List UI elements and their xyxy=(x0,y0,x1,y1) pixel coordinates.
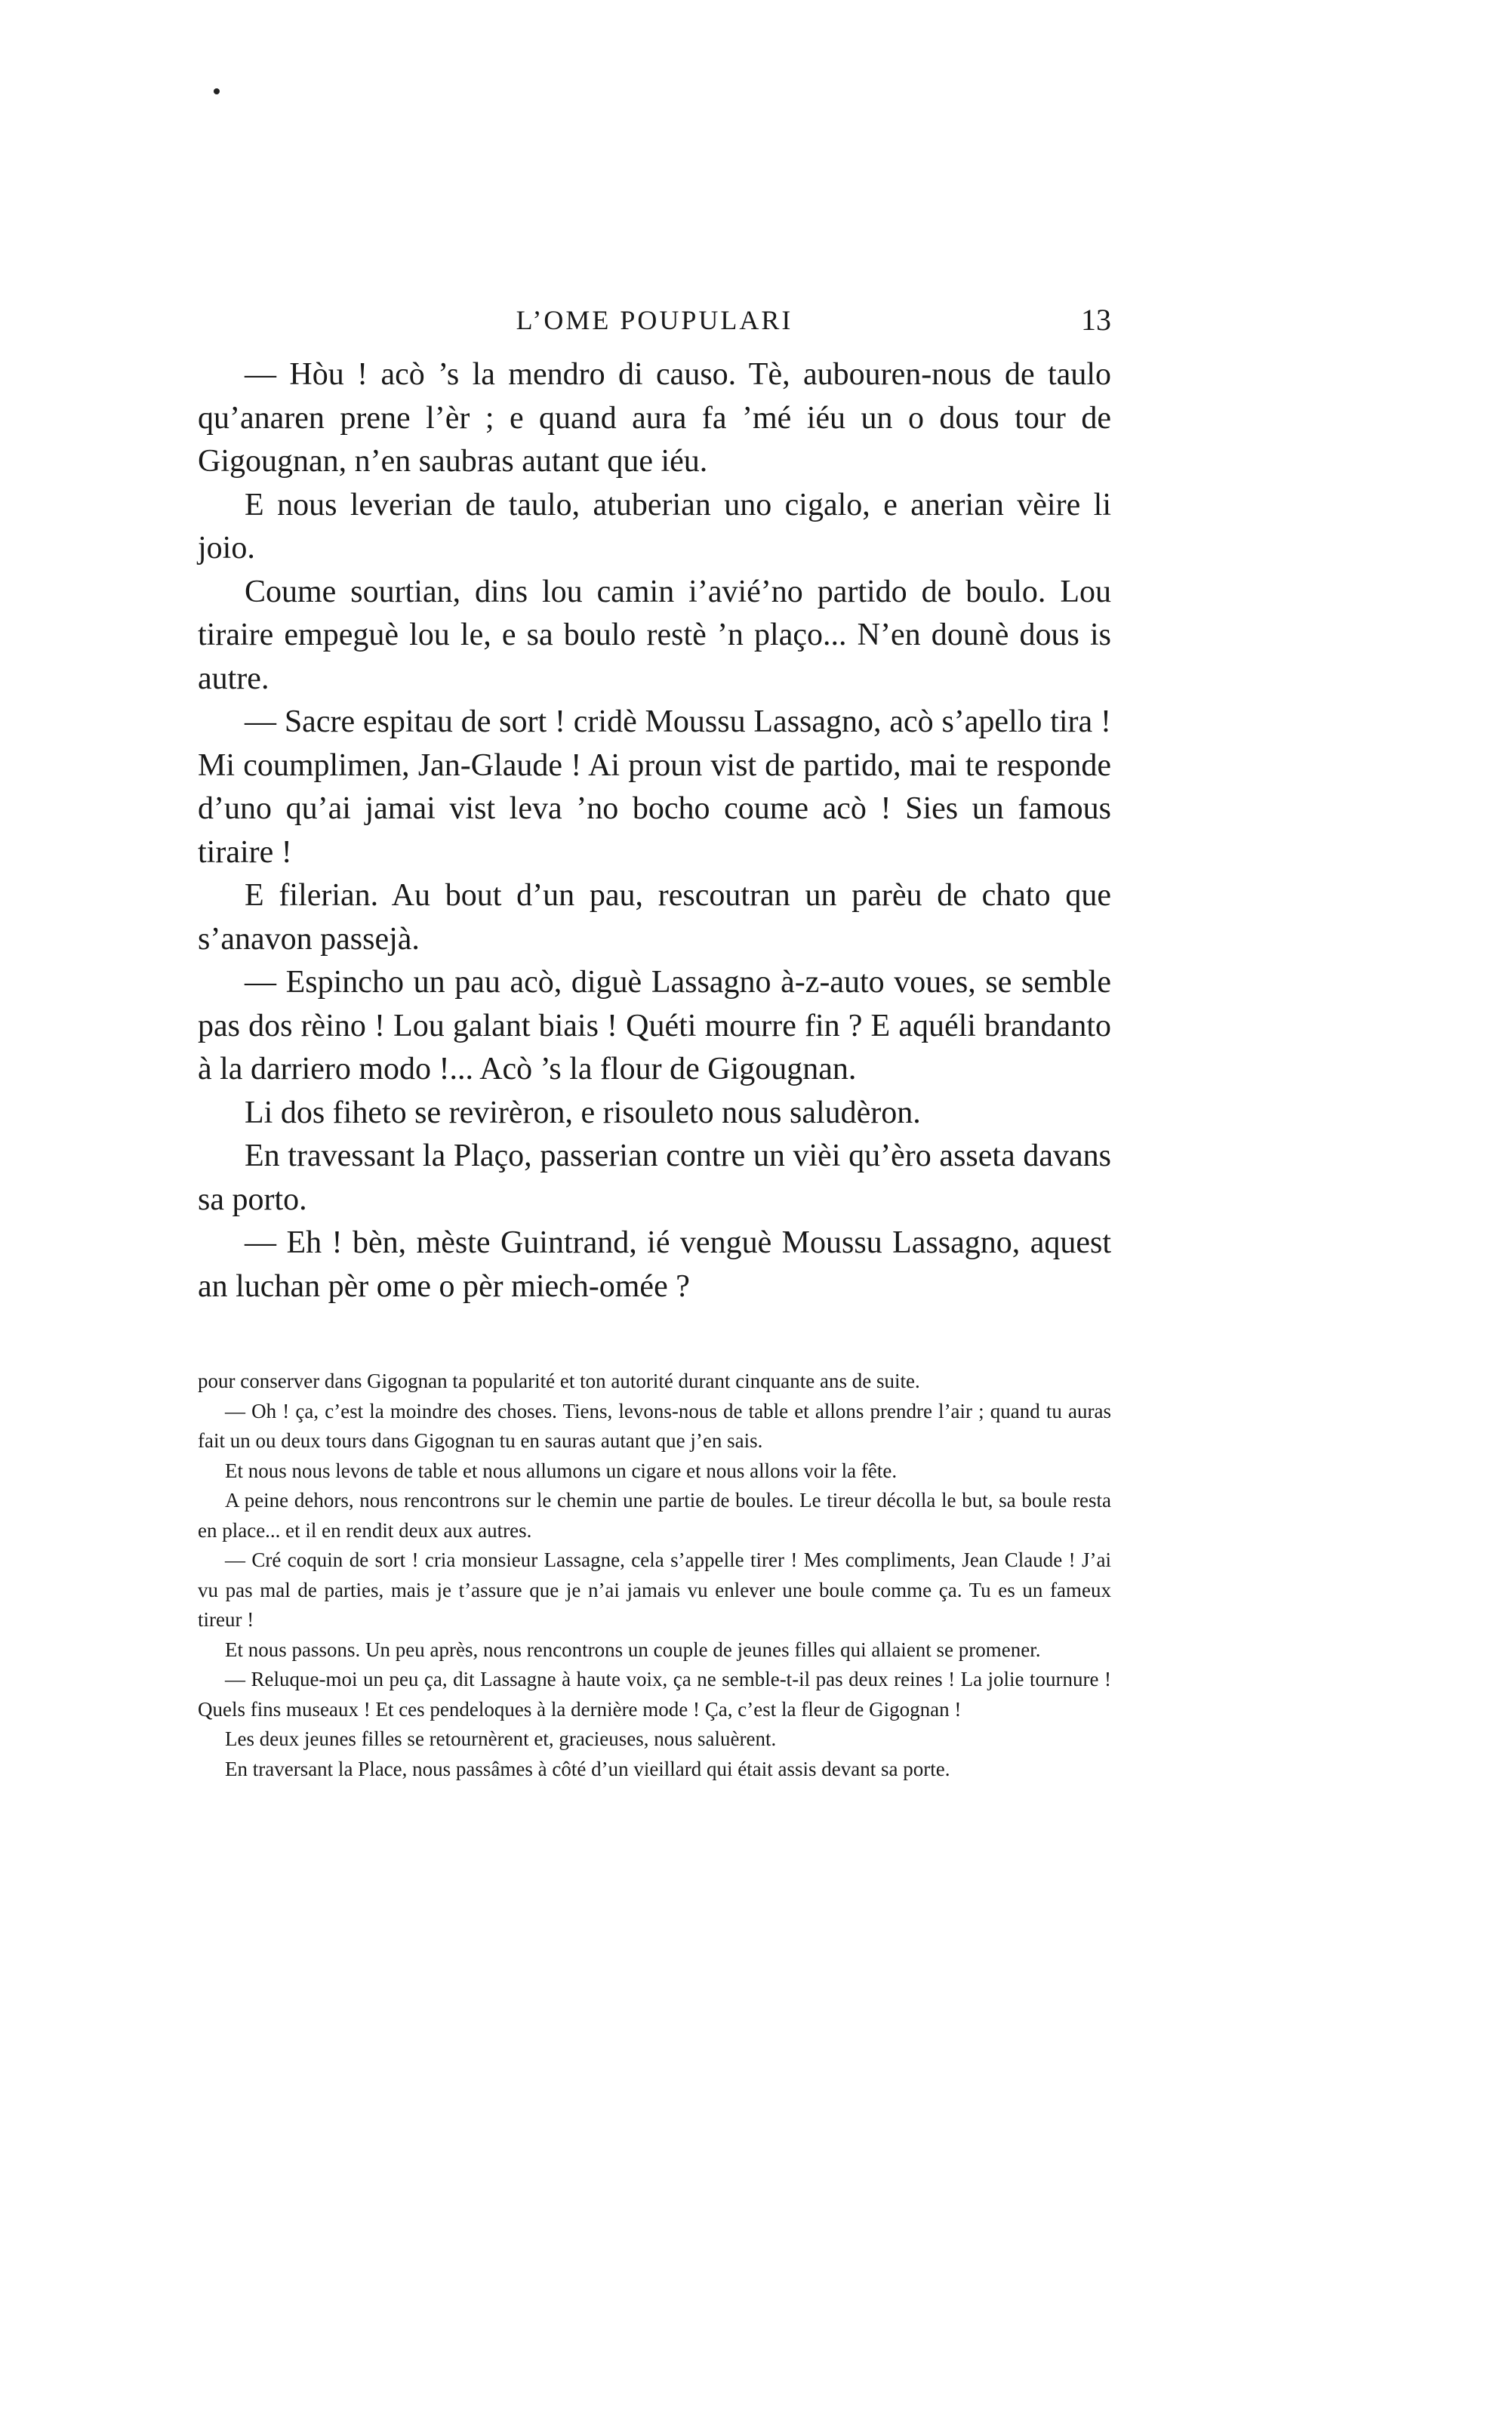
page-number: 13 xyxy=(1081,303,1111,337)
main-paragraph: Coume sourtian, dins lou camin i’avié’no partido de boulo. Lou tiraire empeguè lou le, e sa boulo restè ’n plaço... N’en dounè dous is autre. xyxy=(198,574,1111,696)
note-paragraph: Et nous passons. Un peu après, nous rencontrons un couple de jeunes filles qui allaient se promener. xyxy=(225,1638,1041,1661)
main-paragraph: Li dos fiheto se revirèron, e risouleto nous saludèron. xyxy=(245,1095,921,1130)
note-paragraph: — Oh ! ça, c’est la moindre des choses. Tiens, levons-nous de table et allons prendre l’air ; quand tu auras fait un ou deux tours dans Gigognan tu en sauras autant que j’en sais. xyxy=(198,1399,1111,1452)
note-paragraph: Les deux jeunes filles se retournèrent et, gracieuses, nous saluèrent. xyxy=(225,1727,777,1750)
main-paragraph: — Espincho un pau acò, diguè Lassagno à-z-auto voues, se semble pas dos rèino ! Lou galant biais ! Quéti mourre fin ? E aquéli brandanto à la darriero modo !... Acò ’s la flour de Gigougnan. xyxy=(198,965,1111,1086)
translation-notes xyxy=(198,1367,1111,1784)
note-continuation: pour conserver dans Gigognan ta popularité et ton autorité durant cinquante ans de suite. xyxy=(198,1370,920,1392)
main-paragraph: En travessant la Plaço, passerian contre un vièi qu’èro asseta davans sa porto. xyxy=(198,1139,1111,1217)
note-paragraph: — Cré coquin de sort ! cria monsieur Lassagne, cela s’appelle tirer ! Mes compliments, Jean Claude ! J’ai vu pas mal de parties, mais je t’assure que je n’ai jamais vu enlever une boule comme ça. Tu es un fameux tireur ! xyxy=(198,1549,1111,1631)
note-paragraph: A peine dehors, nous rencontrons sur le chemin une partie de boules. Le tireur décolla le but, sa boule resta en place... et il en rendit deux aux autres. xyxy=(198,1489,1111,1542)
note-paragraph: — Reluque-moi un peu ça, dit Lassagne à haute voix, ça ne semble-t-il pas deux reines ! La jolie tournure ! Quels fins museaux ! Et ces pendeloques à la dernière mode ! Ça, c’est la fleur de Gigognan ! xyxy=(198,1668,1111,1721)
main-paragraph: E nous leverian de taulo, atuberian uno cigalo, e anerian vèire li joio. xyxy=(198,487,1111,565)
running-head: L’OME POUPULARI xyxy=(516,305,793,335)
main-text xyxy=(198,353,1111,1308)
note-paragraph: En traversant la Place, nous passâmes à côté d’un vieillard qui était assis devant sa porte. xyxy=(225,1757,950,1780)
page-header xyxy=(198,300,1111,346)
ink-speck xyxy=(214,88,220,94)
note-paragraph: Et nous nous levons de table et nous allumons un cigare et nous allons voir la fête. xyxy=(225,1459,898,1482)
main-paragraph: E filerian. Au bout d’un pau, rescoutran un parèu de chato que s’anavon passejà. xyxy=(198,878,1111,957)
main-paragraph: — Hòu ! acò ’s la mendro di causo. Tè, aubouren-nous de taulo qu’anaren prene l’èr ; e quand aura fa ’mé iéu un o dous tour de Gigougnan, n’en saubras autant que iéu. xyxy=(198,357,1111,479)
main-paragraph: — Sacre espitau de sort ! cridè Moussu Lassagno, acò s’apello tira ! Mi coumplimen, Jan-Glaude ! Ai proun vist de partido, mai te responde d’uno qu’ai jamai vist leva ’no bocho coume acò ! Sies un famous tiraire ! xyxy=(198,704,1111,870)
main-paragraph: — Eh ! bèn, mèste Guintrand, ié venguè Moussu Lassagno, aquest an luchan pèr ome o pèr miech-omée ? xyxy=(198,1225,1111,1304)
